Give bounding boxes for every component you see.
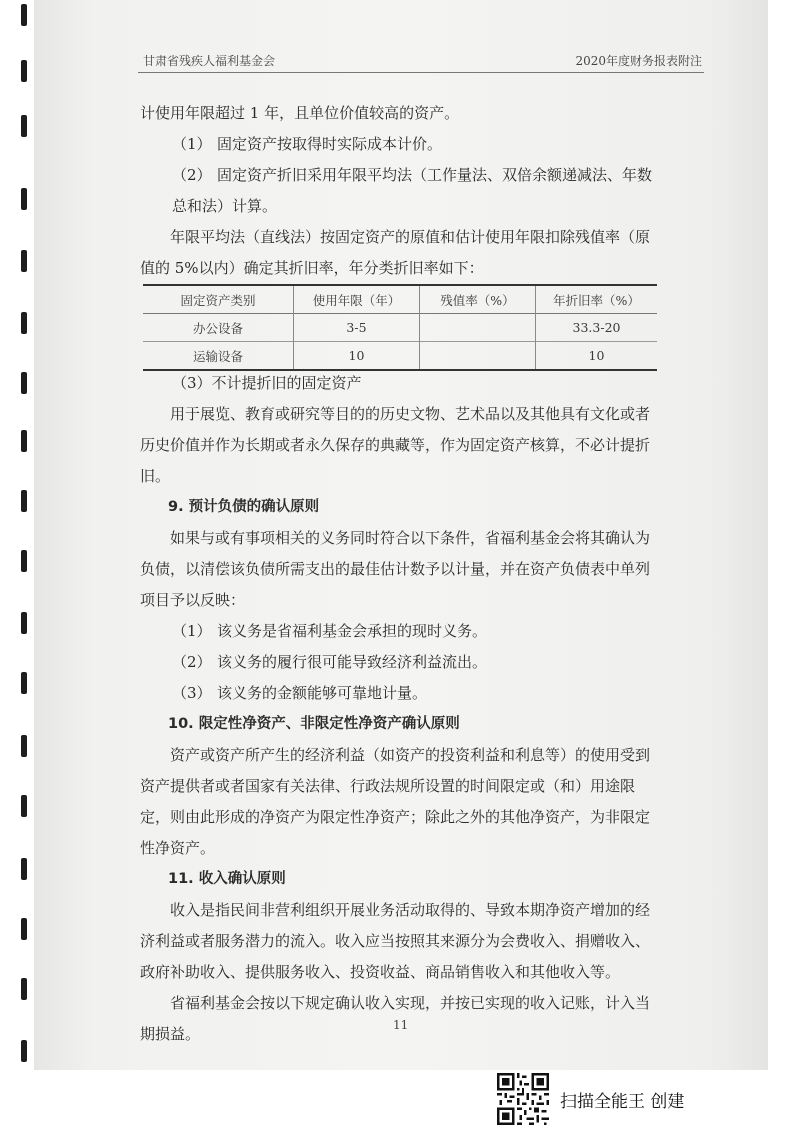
binding-holes [0,0,40,1070]
header-report-title: 2020年度财务报表附注 [575,54,702,68]
heading-section-10: 10. 限定性净资产、非限定性净资产确认原则 [168,716,460,732]
table-row: 办公设备 3-5 33.3-20 [143,314,657,342]
depreciation-table [143,284,657,371]
item-1: （1） 固定资产按取得时实际成本计价。 [172,135,443,153]
section-main-text [140,368,660,1050]
col-category: 固定资产类别 [180,292,256,308]
condition-3: （3） 该义务的金额能够可靠地计量。 [172,684,428,702]
table-header-row [143,285,657,314]
heading-section-11: 11. 收入确认原则 [168,871,286,887]
condition-2: （2） 该义务的履行很可能导致经济利益流出。 [172,653,488,671]
item-2: （2） 固定资产折旧采用年限平均法（工作量法、双倍余额递减法、年数总和法）计算。 [172,166,653,215]
page-number: 11 [393,1018,409,1032]
condition-1: （1） 该义务是省福利基金会承担的现时义务。 [172,622,488,640]
col-residual-rate: 残值率（%） [420,285,536,314]
qr-code-icon [497,1073,549,1125]
col-useful-life: 使用年限（年） [294,285,420,314]
item-3: （3）不计提折旧的固定资产 [172,374,362,392]
header-divider [138,72,704,73]
section-11-paragraph: 收入是指民间非营利组织开展业务活动取得的、导致本期净资产增加的经济利益或者服务潜力的流入。收入应当按照其来源分为会费收入、捐赠收入、政府补助收入、提供服务收入、投资收益、商品销售收入和其他收入等。 [140,901,651,981]
section-fixed-assets [140,98,660,284]
fixed-asset-definition-tail: 计使用年限超过 1 年，且单位价值较高的资产。 [140,104,460,122]
header-organization: 甘肃省残疾人福利基金会 [143,54,276,68]
col-depreciation-rate: 年折旧率（%） [536,285,658,314]
non-depreciable-text: 用于展览、教育或研究等目的的历史文物、艺术品以及其他具有文化或者历史价值并作为长期或者永久保存的典藏等，作为固定资产核算，不必计提折旧。 [140,405,651,485]
heading-section-9: 9. 预计负债的确认原则 [168,499,320,515]
section-9-paragraph: 如果与或有事项相关的义务同时符合以下条件，省福利基金会将其确认为负债，以清偿该负债所需支出的最佳估计数予以计量，并在资产负债表中单列项目予以反映： [140,529,651,609]
table-row: 运输设备 10 10 [143,342,657,371]
scanner-watermark: 扫描全能王 创建 [560,1092,685,1112]
section-11-paragraph-2: 省福利基金会按以下规定确认收入实现，并按已实现的收入记账，计入当期损益。 [140,994,651,1043]
straight-line-method: 年限平均法（直线法）按固定资产的原值和估计使用年限扣除残值率（原值的 5%以内）确定其折旧率，年分类折旧率如下： [140,228,651,277]
section-10-paragraph: 资产或资产所产生的经济利益（如资产的投资利益和利息等）的使用受到资产提供者或者国家有关法律、行政法规所设置的时间限定或（和）用途限定，则由此形成的净资产为限定性净资产；除此之外的其他净资产，为非限定性净资产。 [140,746,651,857]
